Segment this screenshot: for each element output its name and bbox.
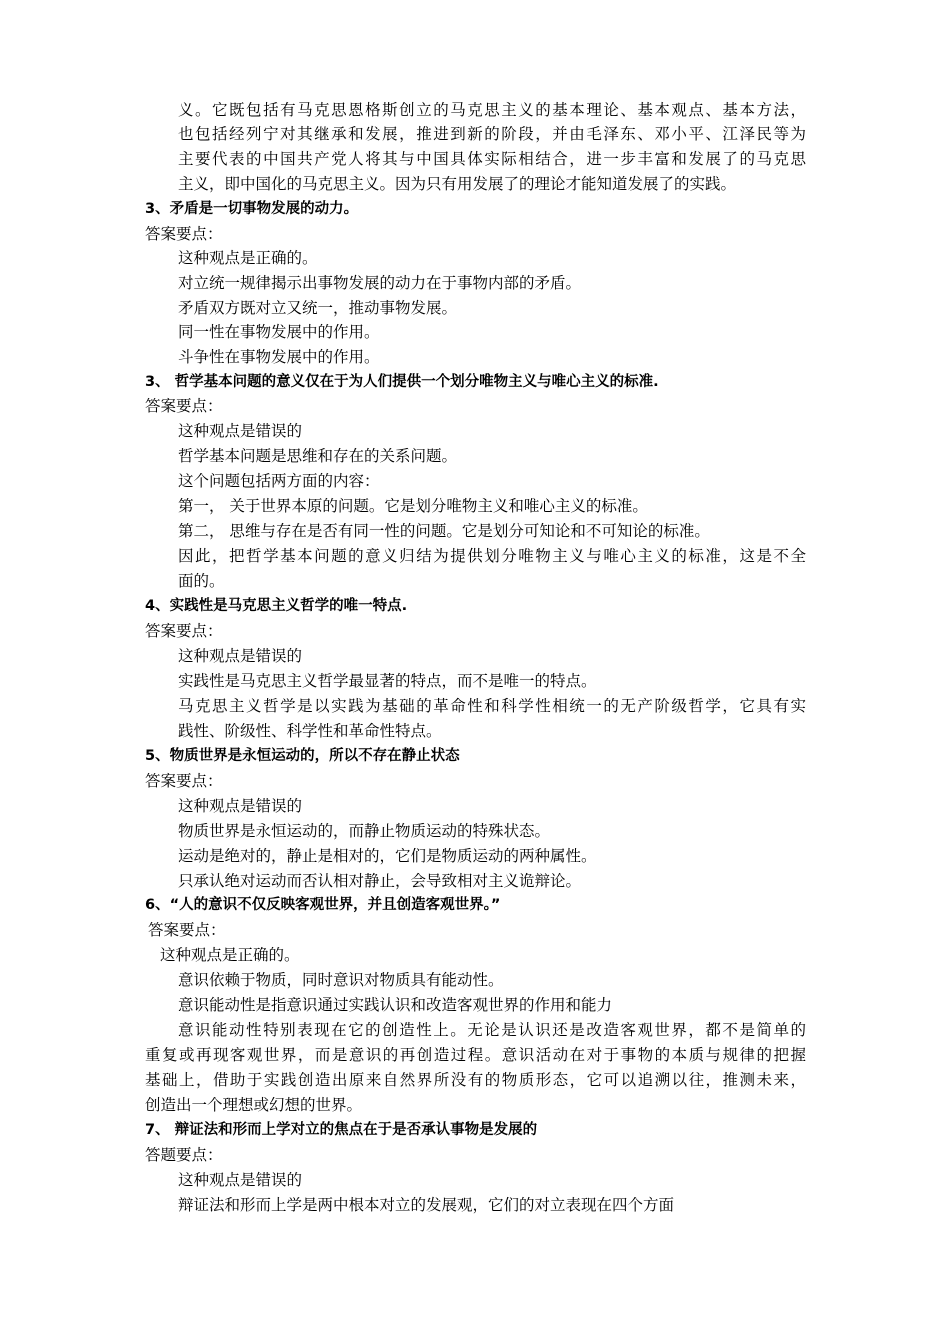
answer-label: 答案要点： — [145, 622, 223, 640]
answer-point: 运动是绝对的，静止是相对的，它们是物质运动的两种属性。 — [178, 847, 597, 865]
answer-label: 答案要点： — [145, 225, 223, 243]
paragraph-line: 重复或再现客观世界，而是意识的再创造过程。意识活动在对于事物的本质与规律的把握 — [145, 1046, 806, 1064]
question-heading: 5、物质世界是永恒运动的，所以不存在静止状态 — [145, 748, 460, 764]
answer-point: 第二， 思维与存在是否有同一性的问题。它是划分可知论和不可知论的标准。 — [178, 522, 710, 540]
answer-point: 这种观点是错误的 — [178, 647, 303, 665]
answer-point: 面的。 — [178, 572, 225, 590]
answer-point: 第一， 关于世界本原的问题。它是划分唯物主义和唯心主义的标准。 — [178, 497, 648, 515]
answer-point: 意识依赖于物质，同时意识对物质具有能动性。 — [178, 971, 504, 989]
question-heading: 4、实践性是马克思主义哲学的唯一特点. — [145, 598, 408, 614]
answer-point: 同一性在事物发展中的作用。 — [178, 323, 380, 341]
paragraph-line: 主要代表的中国共产党人将其与中国具体实际相结合，进一步丰富和发展了的马克思 — [178, 150, 806, 168]
question-heading: 3、 哲学基本问题的意义仅在于为人们提供一个划分唯物主义与唯心主义的标准. — [145, 374, 659, 390]
answer-point: 践性、阶级性、科学性和革命性特点。 — [178, 722, 442, 740]
answer-point: 矛盾双方既对立又统一，推动事物发展。 — [178, 299, 458, 317]
answer-point: 辩证法和形而上学是两中根本对立的发展观，它们的对立表现在四个方面 — [178, 1196, 675, 1214]
answer-label: 答案要点： — [145, 397, 223, 415]
answer-point: 因此，把哲学基本问题的意义归结为提供划分唯物主义与唯心主义的标准，这是不全 — [178, 547, 806, 565]
answer-point: 实践性是马克思主义哲学最显著的特点，而不是唯一的特点。 — [178, 672, 597, 690]
answer-label: 答案要点： — [148, 921, 226, 939]
answer-point: 斗争性在事物发展中的作用。 — [178, 348, 380, 366]
paragraph-line: 主义，即中国化的马克思主义。因为只有用发展了的理论才能知道发展了的实践。 — [178, 175, 737, 193]
answer-point: 物质世界是永恒运动的，而静止物质运动的特殊状态。 — [178, 822, 551, 840]
answer-point: 意识能动性是指意识通过实践认识和改造客观世界的作用和能力 — [178, 996, 613, 1014]
answer-point: 这种观点是错误的 — [178, 797, 303, 815]
answer-point: 哲学基本问题是思维和存在的关系问题。 — [178, 447, 458, 465]
paragraph-line: 创造出一个理想或幻想的世界。 — [145, 1096, 363, 1114]
answer-point: 这种观点是错误的 — [178, 1171, 303, 1189]
question-heading: 3、矛盾是一切事物发展的动力。 — [145, 201, 359, 217]
answer-point: 这个问题包括两方面的内容： — [178, 472, 380, 490]
answer-point: 这种观点是正确的。 — [178, 249, 318, 267]
answer-point: 对立统一规律揭示出事物发展的动力在于事物内部的矛盾。 — [178, 274, 582, 292]
question-heading: 7、 辩证法和形而上学对立的焦点在于是否承认事物是发展的 — [145, 1122, 538, 1138]
question-heading: 6、“人的意识不仅反映客观世界，并且创造客观世界。” — [145, 897, 501, 913]
answer-point: 这种观点是错误的 — [178, 422, 303, 440]
paragraph-line: 也包括经列宁对其继承和发展，推进到新的阶段，并由毛泽东、邓小平、江泽民等为 — [178, 125, 806, 143]
answer-label: 答案要点： — [145, 772, 223, 790]
paragraph-line: 基础上，借助于实践创造出原来自然界所没有的物质形态，它可以追溯以往，推测未来， — [145, 1071, 806, 1089]
paragraph-line: 义。它既包括有马克思恩格斯创立的马克思主义的基本理论、基本观点、基本方法， — [178, 101, 806, 119]
answer-label: 答题要点： — [145, 1146, 223, 1164]
answer-point: 意识能动性特别表现在它的创造性上。无论是认识还是改造客观世界，都不是简单的 — [178, 1021, 806, 1039]
answer-point: 只承认绝对运动而否认相对静止，会导致相对主义诡辩论。 — [178, 872, 582, 890]
answer-point: 这种观点是正确的。 — [160, 946, 300, 964]
answer-point: 马克思主义哲学是以实践为基础的革命性和科学性相统一的无产阶级哲学，它具有实 — [178, 697, 806, 715]
